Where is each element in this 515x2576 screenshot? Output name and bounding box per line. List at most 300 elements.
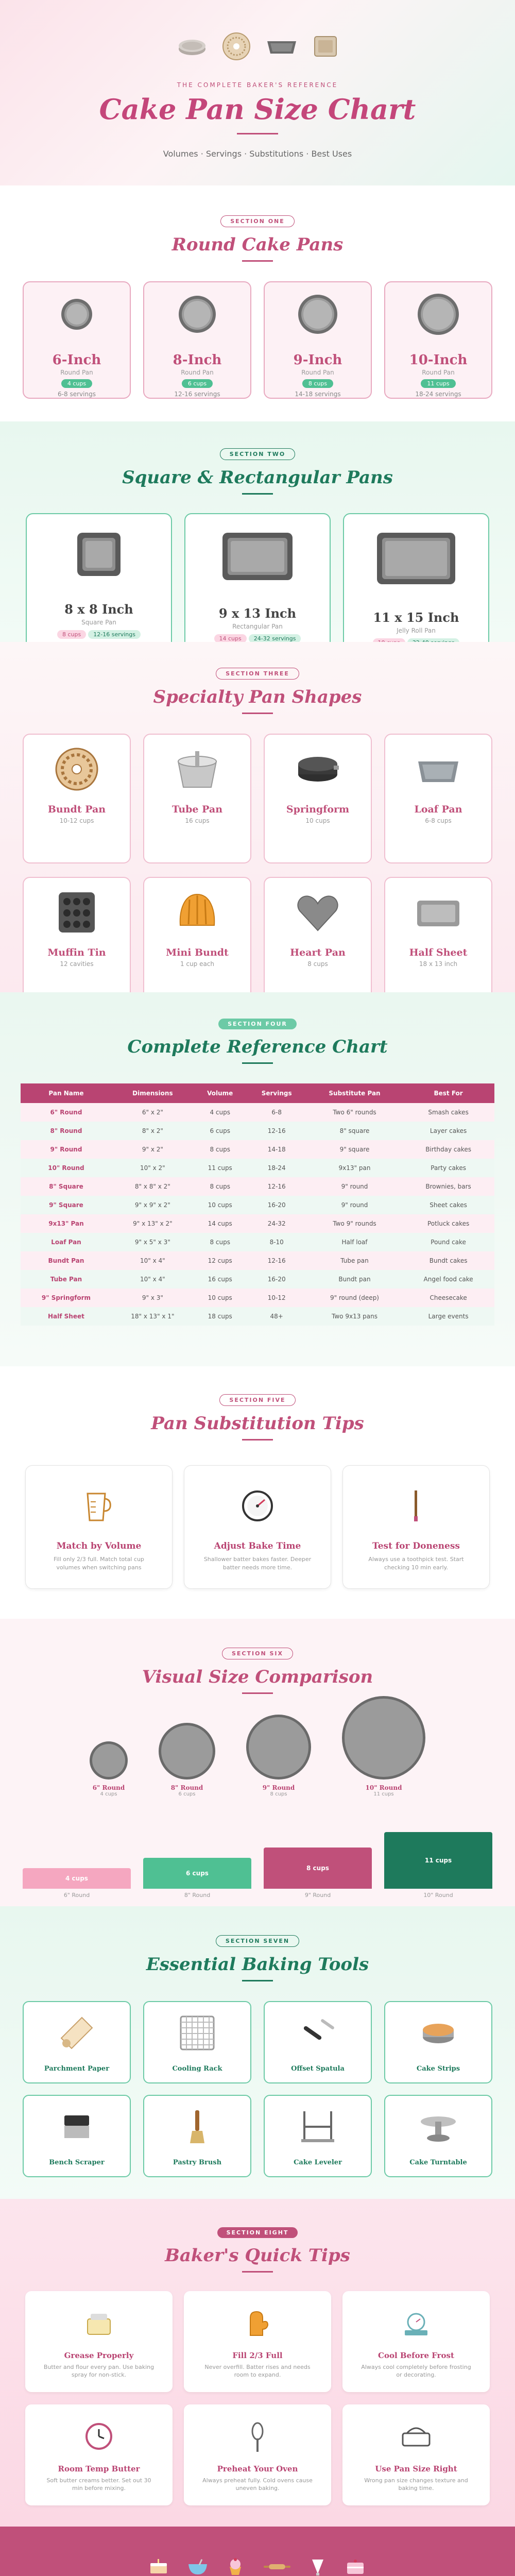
section-badge: SECTION ONE	[220, 215, 295, 227]
table-cell: 18-24	[247, 1159, 307, 1177]
pan-volume: 8 cups	[270, 1791, 287, 1797]
specialty-pan-card	[23, 734, 131, 863]
pan-name: Springform	[286, 804, 350, 815]
timer-icon	[239, 1486, 276, 1523]
tool-card	[143, 2001, 251, 2083]
quick-tip-card	[25, 2404, 173, 2505]
tip-title: Preheat Your Oven	[217, 2464, 298, 2473]
volume-bars	[0, 1832, 515, 1899]
column-header: Substitute Pan	[307, 1083, 402, 1103]
section-badge: SECTION FIVE	[219, 1394, 295, 1406]
table-cell: 10 cups	[194, 1289, 247, 1307]
butter-icon	[80, 2304, 117, 2342]
pan-label: 18 x 13 inch	[419, 960, 458, 968]
footer-icons	[0, 2527, 515, 2576]
size-comparison-section	[0, 1619, 515, 1906]
specialty-pan-card	[143, 734, 251, 863]
table-row	[21, 1214, 494, 1233]
table-cell: 8 cups	[194, 1140, 247, 1159]
square-pan-card	[184, 513, 331, 660]
tip-desc: Always preheat fully. Cold ovens cause uneven baking.	[202, 2477, 313, 2492]
tool-card	[143, 2095, 251, 2177]
section-underline	[242, 1692, 273, 1694]
column-header: Pan Name	[21, 1083, 112, 1103]
substitution-tips-section	[0, 1366, 515, 1619]
quick-tip-card	[342, 2404, 490, 2505]
table-cell: 4 cups	[194, 1103, 247, 1122]
table-cell: 9" x 9" x 2"	[112, 1196, 194, 1214]
table-cell: 8" x 2"	[112, 1122, 194, 1140]
table-cell: 10" x 4"	[112, 1251, 194, 1270]
pan-volume: 4 cups	[100, 1791, 117, 1797]
round-pan-card	[23, 281, 131, 399]
pan-volume: 6 cups	[178, 1791, 196, 1797]
parchment-icon	[56, 2012, 97, 2054]
tip-title: Adjust Bake Time	[214, 1541, 301, 1551]
section-title: Essential Baking Tools	[146, 1954, 369, 1975]
pan-label: Round Pan	[422, 369, 455, 376]
specialty-pan-cards	[0, 734, 515, 1007]
layer-cake-icon	[344, 2557, 367, 2576]
header-icons	[0, 0, 515, 61]
tip-card	[342, 1465, 490, 1589]
loaf-pan-icon	[415, 746, 461, 792]
tool-card	[384, 2001, 492, 2083]
section-badge: SECTION FOUR	[218, 1019, 297, 1029]
tool-card	[384, 2095, 492, 2177]
tip-card	[25, 1465, 173, 1589]
pan-name: 11 x 15 Inch	[373, 610, 459, 625]
section-title: Square & Rectangular Pans	[122, 467, 393, 488]
section-title: Specialty Pan Shapes	[153, 687, 362, 707]
section-badge: SECTION SEVEN	[216, 1935, 299, 1947]
pastry-brush-icon	[177, 2106, 218, 2147]
comparison-pan	[246, 1714, 312, 1797]
section-underline	[242, 2271, 273, 2273]
table-cell: 9x13" pan	[307, 1159, 402, 1177]
section-underline	[242, 493, 273, 495]
table-cell: 9" square	[307, 1140, 402, 1159]
tool-name: Parchment Paper	[44, 2065, 110, 2073]
table-row	[21, 1196, 494, 1214]
cupcake-icon	[227, 2557, 244, 2576]
table-cell: Birthday cakes	[402, 1140, 494, 1159]
table-cell: 12 cups	[194, 1251, 247, 1270]
pan-name: Half Sheet	[409, 947, 468, 958]
pan-name: Heart Pan	[290, 947, 346, 958]
header-kicker: THE COMPLETE BAKER'S REFERENCE	[177, 81, 338, 89]
square-pan-cards	[0, 513, 515, 660]
table-cell: Bundt pan	[307, 1270, 402, 1289]
footer	[0, 2527, 515, 2576]
comparison-pan	[158, 1722, 216, 1797]
volume-bar: 11 cups	[384, 1832, 492, 1889]
section-title: Round Cake Pans	[171, 234, 344, 255]
mixing-bowl-icon	[187, 2558, 208, 2575]
clock-icon	[80, 2418, 117, 2455]
tool-card	[264, 2001, 372, 2083]
table-cell: 10 cups	[194, 1196, 247, 1214]
tube-pan-icon	[174, 746, 220, 792]
section-underline	[242, 1439, 273, 1440]
section-badge: SECTION EIGHT	[217, 2227, 298, 2238]
specialty-pan-card	[384, 734, 492, 863]
pan-name: Loaf Pan	[414, 804, 462, 815]
tip-card	[184, 1465, 331, 1589]
volume-bar-group	[264, 1848, 372, 1899]
table-cell: 10-12	[247, 1289, 307, 1307]
table-cell: Half loaf	[307, 1233, 402, 1251]
round-pan-icon	[54, 292, 99, 337]
round-pan-icon	[177, 33, 208, 59]
title-underline	[237, 133, 278, 134]
tool-name: Offset Spatula	[291, 2065, 345, 2073]
tool-name: Bench Scraper	[49, 2159, 105, 2166]
table-cell: 9" x 13" x 2"	[112, 1214, 194, 1233]
table-cell: 9" x 5" x 3"	[112, 1233, 194, 1251]
table-body	[21, 1103, 494, 1326]
comparison-pan	[89, 1741, 128, 1797]
tip-desc: Always use a toothpick test. Start checking 10 min early.	[368, 1556, 464, 1571]
specialty-pan-card	[384, 877, 492, 1007]
table-cell: Party cakes	[402, 1159, 494, 1177]
pan-label: Round Pan	[60, 369, 93, 376]
column-header: Best For	[402, 1083, 494, 1103]
tip-desc: Shallower batter bakes faster. Deeper batter needs more time.	[203, 1556, 312, 1571]
measuring-cup-icon	[80, 1486, 117, 1523]
table-cell: Bundt Pan	[21, 1251, 112, 1270]
rolling-pin-icon	[263, 2562, 291, 2572]
pan-label: Jelly Roll Pan	[397, 627, 436, 634]
round-pan-icon	[89, 1741, 128, 1780]
tip-title: Test for Doneness	[372, 1541, 460, 1551]
baking-tools-section	[0, 1906, 515, 2199]
table-cell: 8" Round	[21, 1122, 112, 1140]
turntable-icon	[418, 2106, 459, 2147]
square-pan-card	[343, 513, 489, 660]
table-cell: Smash cakes	[402, 1103, 494, 1122]
volume-bar-group	[384, 1832, 492, 1899]
pan-label: Square Pan	[81, 619, 116, 626]
cups-badge: 6 cups	[182, 379, 213, 388]
table-cell: 16 cups	[194, 1270, 247, 1289]
table-cell: 9x13" Pan	[21, 1214, 112, 1233]
quick-tip-cards	[0, 2291, 515, 2505]
table-row	[21, 1270, 494, 1289]
bar-label: 8" Round	[184, 1892, 211, 1899]
pan-label: 6-8 cups	[425, 817, 452, 824]
round-pan-icon	[341, 1696, 426, 1780]
table-cell: Potluck cakes	[402, 1214, 494, 1233]
rect-pan-icon	[376, 532, 456, 585]
section-underline	[242, 1980, 273, 1981]
whisk-icon	[239, 2418, 276, 2455]
tool-name: Pastry Brush	[173, 2159, 222, 2166]
tip-desc: Always cool completely before frosting or decorating.	[361, 2364, 471, 2378]
rect-pan-icon	[76, 532, 122, 577]
tip-title: Use Pan Size Right	[375, 2464, 457, 2473]
tip-title: Match by Volume	[56, 1541, 142, 1551]
table-cell: 24-32	[247, 1214, 307, 1233]
table-cell: Loaf Pan	[21, 1233, 112, 1251]
bar-label: 9" Round	[304, 1892, 331, 1899]
reference-table	[21, 1083, 494, 1326]
scale-icon	[398, 2304, 435, 2342]
tip-title: Room Temp Butter	[58, 2464, 140, 2473]
tip-cards	[0, 1465, 515, 1589]
springform-icon	[295, 746, 341, 792]
table-row	[21, 1251, 494, 1270]
table-cell: Half Sheet	[21, 1307, 112, 1326]
pan-label: 16 cups	[185, 817, 210, 824]
round-pan-card	[384, 281, 492, 399]
round-pan-icon	[295, 292, 340, 337]
pan-icon	[398, 2418, 435, 2455]
section-underline	[242, 1062, 273, 1064]
pan-label: 10-12 cups	[59, 817, 94, 824]
piping-bag-icon	[310, 2557, 325, 2576]
pan-volume: 11 cups	[373, 1791, 394, 1797]
cooling-rack-icon	[177, 2012, 218, 2054]
table-row	[21, 1103, 494, 1122]
pan-label: 8 cups	[307, 960, 328, 968]
table-cell: 8" x 8" x 2"	[112, 1177, 194, 1196]
tool-card	[264, 2095, 372, 2177]
pan-tags	[185, 630, 330, 643]
table-cell: 9" Round	[21, 1140, 112, 1159]
heart-pan-icon	[295, 889, 341, 936]
oven-mitt-icon	[239, 2304, 276, 2342]
section-badge: SECTION THREE	[216, 668, 299, 680]
table-cell: Tube Pan	[21, 1270, 112, 1289]
pan-name: 8-Inch	[173, 352, 222, 368]
tip-title: Grease Properly	[64, 2351, 134, 2360]
section-title: Pan Substitution Tips	[151, 1413, 364, 1434]
pan-name: Tube Pan	[171, 804, 223, 815]
tool-cards	[0, 2001, 515, 2177]
round-pans-section	[0, 185, 515, 421]
table-header-row	[21, 1083, 494, 1103]
spatula-icon	[297, 2012, 338, 2054]
pan-label: Round Pan	[301, 369, 334, 376]
tool-name: Cake Turntable	[409, 2159, 467, 2166]
tool-name: Cooling Rack	[172, 2065, 222, 2073]
column-header: Volume	[194, 1083, 247, 1103]
table-cell: 8 cups	[194, 1177, 247, 1196]
table-cell: 48+	[247, 1307, 307, 1326]
table-cell: Angel food cake	[402, 1270, 494, 1289]
tool-name: Cake Strips	[416, 2065, 460, 2073]
pan-name: 8" Round	[170, 1784, 203, 1791]
quick-tip-card	[342, 2291, 490, 2392]
round-pan-icon	[158, 1722, 216, 1780]
table-cell: 9" round (deep)	[307, 1289, 402, 1307]
table-cell: 16-20	[247, 1196, 307, 1214]
table-cell: 8-10	[247, 1233, 307, 1251]
table-cell: 6 cups	[194, 1122, 247, 1140]
pan-label: 12 cavities	[60, 960, 94, 968]
specialty-section	[0, 642, 515, 992]
table-cell: Tube pan	[307, 1251, 402, 1270]
table-cell: 10" x 2"	[112, 1159, 194, 1177]
half-sheet-icon	[415, 889, 461, 936]
table-cell: 12-16	[247, 1251, 307, 1270]
table-cell: 9" round	[307, 1177, 402, 1196]
table-row	[21, 1159, 494, 1177]
cups-badge: 4 cups	[61, 379, 92, 388]
table-cell: 8" Square	[21, 1177, 112, 1196]
bar-label: 10" Round	[423, 1892, 453, 1899]
tip-title: Fill 2/3 Full	[232, 2351, 283, 2360]
pan-label: 1 cup each	[180, 960, 215, 968]
bundt-pan-icon	[54, 746, 100, 792]
muffin-tin-icon	[54, 889, 100, 936]
page-title: Cake Pan Size Chart	[99, 93, 416, 126]
table-cell: 14 cups	[194, 1214, 247, 1233]
specialty-pan-card	[23, 877, 131, 1007]
table-cell: Two 9" rounds	[307, 1214, 402, 1233]
pan-name: 9" Round	[262, 1784, 295, 1791]
servings-text: 14-18 servings	[295, 391, 341, 398]
table-cell: Cheesecake	[402, 1289, 494, 1307]
bench-scraper-icon	[56, 2106, 97, 2147]
pan-name: 9 x 13 Inch	[218, 606, 297, 621]
pan-size-row	[0, 1715, 515, 1797]
cake-strips-icon	[418, 2012, 459, 2054]
table-cell: 11 cups	[194, 1159, 247, 1177]
square-pans-section	[0, 421, 515, 642]
table-cell: Bundt cakes	[402, 1251, 494, 1270]
table-row	[21, 1122, 494, 1140]
pan-name: Bundt Pan	[47, 804, 106, 815]
quick-tips-section	[0, 2199, 515, 2527]
section-underline	[242, 713, 273, 714]
servings-badge: 24-32 servings	[249, 634, 301, 643]
tool-name: Cake Leveler	[294, 2159, 342, 2166]
table-cell: 6-8	[247, 1103, 307, 1122]
page-subtitle: Volumes · Servings · Substitutions · Best Uses	[163, 149, 352, 159]
pan-name: Muffin Tin	[47, 947, 106, 958]
tip-desc: Butter and flour every pan. Use baking spray for non-stick.	[43, 2364, 154, 2378]
tool-card	[23, 2001, 131, 2083]
reference-chart-section	[0, 992, 515, 1366]
table-row	[21, 1233, 494, 1251]
quick-tip-card	[184, 2291, 331, 2392]
table-cell: Pound cake	[402, 1233, 494, 1251]
section-underline	[242, 260, 273, 262]
volume-bar: 8 cups	[264, 1848, 372, 1889]
pan-tags	[27, 626, 171, 639]
tool-card	[23, 2095, 131, 2177]
section-badge: SECTION SIX	[222, 1648, 293, 1659]
loaf-pan-icon	[265, 36, 298, 57]
section-title: Complete Reference Chart	[127, 1037, 388, 1057]
table-cell: 18" x 13" x 1"	[112, 1307, 194, 1326]
pan-name: 6-Inch	[52, 352, 101, 368]
table-cell: Brownies, bars	[402, 1177, 494, 1196]
specialty-pan-card	[143, 877, 251, 1007]
tip-desc: Wrong pan size changes texture and baking time.	[364, 2477, 468, 2492]
table-cell: 18 cups	[194, 1307, 247, 1326]
table-cell: 6" Round	[21, 1103, 112, 1122]
table-cell: 9" x 2"	[112, 1140, 194, 1159]
table-cell: 16-20	[247, 1270, 307, 1289]
table-cell: 9" x 3"	[112, 1289, 194, 1307]
table-cell: 10" x 4"	[112, 1270, 194, 1289]
pan-name: 8 x 8 Inch	[64, 602, 133, 617]
table-cell: 10" Round	[21, 1159, 112, 1177]
specialty-pan-card	[264, 734, 372, 863]
toothpick-icon	[398, 1486, 435, 1523]
header	[0, 0, 515, 185]
pan-label: Round Pan	[181, 369, 214, 376]
table-cell: 12-16	[247, 1122, 307, 1140]
mini-bundt-icon	[174, 889, 220, 936]
tip-desc: Soft butter creams better. Set out 30 min before mixing.	[46, 2477, 151, 2492]
quick-tip-card	[25, 2291, 173, 2392]
bundt-pan-icon	[222, 32, 251, 61]
section-title: Baker's Quick Tips	[165, 2245, 350, 2266]
round-pan-icon	[416, 292, 461, 337]
table-cell: 9" Springform	[21, 1289, 112, 1307]
bar-label: 6" Round	[63, 1892, 90, 1899]
servings-badge: 12-16 servings	[88, 630, 141, 639]
section-badge: SECTION TWO	[220, 448, 295, 460]
table-cell: Large events	[402, 1307, 494, 1326]
tip-title: Cool Before Frost	[378, 2351, 454, 2360]
pan-name: 10" Round	[365, 1784, 402, 1791]
comparison-pan	[341, 1696, 426, 1797]
servings-text: 6-8 servings	[58, 391, 96, 398]
quick-tip-card	[184, 2404, 331, 2505]
table-cell: 12-16	[247, 1177, 307, 1196]
pan-name: 10-Inch	[409, 352, 468, 368]
section-title: Visual Size Comparison	[142, 1667, 373, 1687]
specialty-pan-card	[264, 877, 372, 1007]
tip-desc: Never overfill. Batter rises and needs room to expand.	[204, 2364, 311, 2378]
cups-badge: 11 cups	[421, 379, 455, 388]
round-pan-card	[143, 281, 251, 399]
rect-pan-icon	[221, 532, 294, 581]
square-pan-card	[26, 513, 172, 660]
table-row	[21, 1177, 494, 1196]
square-pan-icon	[313, 35, 338, 58]
cups-badge: 14 cups	[214, 634, 247, 643]
table-row	[21, 1307, 494, 1326]
table-cell: 8" square	[307, 1122, 402, 1140]
table-cell: 9" round	[307, 1196, 402, 1214]
volume-bar: 6 cups	[143, 1858, 251, 1889]
pan-label: 10 cups	[305, 817, 330, 824]
round-pan-cards	[0, 281, 515, 399]
table-cell: 14-18	[247, 1140, 307, 1159]
cake-leveler-icon	[297, 2106, 338, 2147]
table-row	[21, 1140, 494, 1159]
volume-bar: 4 cups	[23, 1868, 131, 1889]
column-header: Servings	[247, 1083, 307, 1103]
pan-name: 9-Inch	[293, 352, 342, 368]
pan-label: Rectangular Pan	[232, 623, 283, 630]
servings-text: 18-24 servings	[415, 391, 461, 398]
table-cell: Layer cakes	[402, 1122, 494, 1140]
table-cell: Two 9x13 pans	[307, 1307, 402, 1326]
round-pan-icon	[246, 1714, 312, 1780]
table-cell: Two 6" rounds	[307, 1103, 402, 1122]
table-cell: 8 cups	[194, 1233, 247, 1251]
round-pan-card	[264, 281, 372, 399]
table-cell: 9" Square	[21, 1196, 112, 1214]
tip-desc: Fill only 2/3 full. Match total cup volumes when switching pans	[54, 1556, 144, 1571]
